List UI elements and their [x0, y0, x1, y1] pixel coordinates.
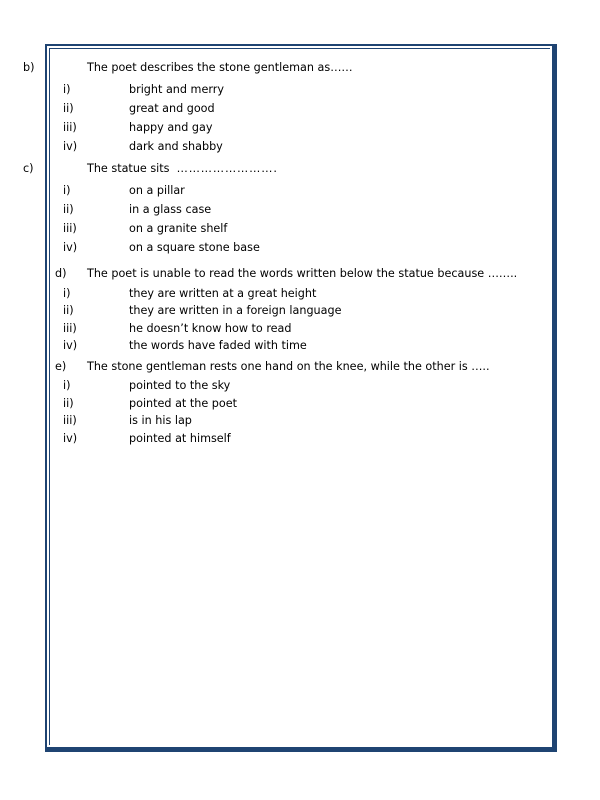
option-c-iv-numeral: iv) — [63, 241, 78, 254]
option-e-i[interactable] — [55, 377, 545, 395]
option-d-iv-text: the words have faded with time — [129, 339, 307, 352]
option-c-iii-numeral: iii) — [63, 222, 77, 235]
option-b-ii[interactable] — [55, 99, 545, 118]
option-e-iv-text: pointed at himself — [129, 431, 231, 445]
option-c-iv-text: on a square stone base — [129, 241, 260, 254]
question-b-options — [55, 80, 545, 156]
option-b-iv-text: dark and shabby — [129, 140, 223, 153]
option-b-iv[interactable] — [55, 137, 545, 156]
option-b-ii-text: great and good — [129, 102, 215, 115]
question-b-stem-text: The poet describes the stone gentleman as…… — [87, 61, 353, 74]
question-d-options — [55, 285, 545, 355]
option-b-iii-numeral: iii) — [63, 121, 77, 134]
option-e-ii[interactable] — [55, 395, 545, 413]
question-c-marker: c) — [23, 162, 34, 175]
option-b-iii-text: happy and gay — [129, 121, 213, 134]
option-e-i-numeral: i) — [63, 379, 71, 392]
option-e-iii-text: is in his lap — [129, 414, 192, 427]
option-e-iii[interactable] — [55, 412, 545, 430]
option-d-iv-numeral: iv) — [63, 339, 78, 352]
option-c-i[interactable] — [55, 181, 545, 200]
question-c-stem — [23, 159, 545, 178]
question-c-options — [55, 181, 545, 257]
question-c-stem-text: The statue sits — [87, 162, 177, 175]
option-b-i-text: bright and merry — [129, 83, 224, 96]
option-e-ii-text: pointed at the poet — [129, 396, 238, 410]
question-c-blank-dots: ……………………. — [176, 162, 278, 175]
question-e-stem-text: The stone gentleman rests one hand on the knee, while the other is ….. — [87, 359, 490, 373]
option-b-i-numeral: i) — [63, 83, 71, 96]
option-d-iv[interactable] — [55, 337, 545, 355]
option-b-iii[interactable] — [55, 118, 545, 137]
option-d-iii-numeral: iii) — [63, 321, 77, 335]
question-d — [55, 265, 545, 355]
question-d-stem-text: The poet is unable to read the words written below the statue because …….. — [87, 267, 518, 280]
option-c-ii[interactable] — [55, 200, 545, 219]
option-b-ii-numeral: ii) — [63, 102, 74, 115]
option-d-i[interactable] — [55, 285, 545, 303]
question-b-stem — [23, 58, 545, 77]
question-d-stem — [55, 265, 545, 283]
option-b-iv-numeral: iv) — [63, 140, 78, 153]
option-e-i-text: pointed to the sky — [129, 379, 231, 392]
option-d-ii-numeral: ii) — [63, 304, 74, 317]
document-content — [23, 50, 545, 740]
question-b — [23, 58, 545, 156]
option-d-iii-text: he doesn’t know how to read — [129, 321, 292, 335]
option-c-i-numeral: i) — [63, 184, 71, 197]
question-d-marker: d) — [55, 267, 67, 280]
question-e-options — [55, 377, 545, 447]
option-c-ii-text: in a glass case — [129, 203, 212, 216]
question-e-stem — [55, 358, 545, 376]
question-e-marker: e) — [55, 359, 67, 373]
option-e-iv-numeral: iv) — [63, 431, 78, 445]
option-d-iii[interactable] — [55, 320, 545, 338]
option-c-iii-text: on a granite shelf — [129, 222, 228, 235]
option-e-ii-numeral: ii) — [63, 396, 74, 410]
option-e-iv[interactable] — [55, 430, 545, 448]
option-b-i[interactable] — [55, 80, 545, 99]
question-c — [23, 159, 545, 257]
option-c-ii-numeral: ii) — [63, 203, 74, 216]
option-d-ii[interactable] — [55, 302, 545, 320]
question-b-marker: b) — [23, 61, 35, 74]
document-page — [23, 44, 557, 752]
option-c-i-text: on a pillar — [129, 184, 185, 197]
option-c-iii[interactable] — [55, 219, 545, 238]
option-d-ii-text: they are written in a foreign language — [129, 304, 342, 317]
question-e — [55, 358, 545, 448]
option-d-i-numeral: i) — [63, 286, 71, 300]
option-e-iii-numeral: iii) — [63, 414, 77, 427]
option-d-i-text: they are written at a great height — [129, 286, 317, 300]
option-c-iv[interactable] — [55, 238, 545, 257]
